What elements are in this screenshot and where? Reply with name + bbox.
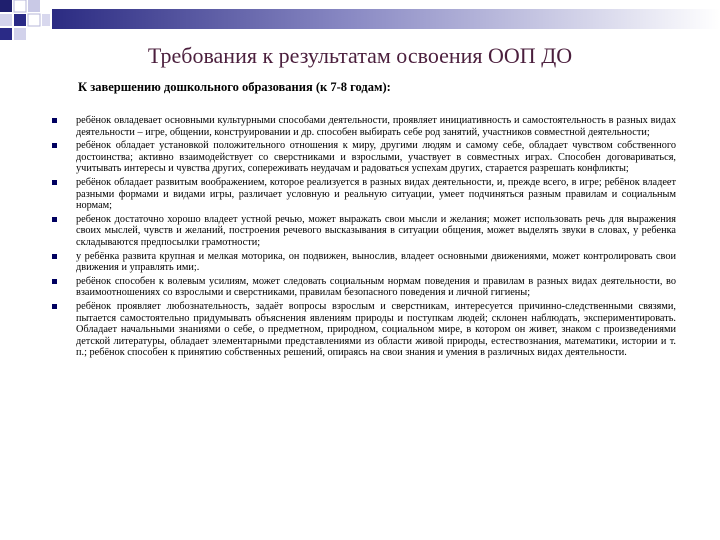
list-item-text: ребёнок проявляет любознательность, задаёт вопросы взрослым и сверстникам, интересуется причинно-следственными связями, пытается самостоятельно придумывать объяснения явлениям природы и поступкам людей; склонен наблюдать, экспериментировать. Обладает начальными знаниями о себе, о предметном, природном, социальном мире, в котором он живет, знаком с произведениями детской литературы, обладает элементарными представлениями из области живой природы, естествознания, математики, истории и т. п.; ребёнок способен к принятию собственных решений, опираясь на свои знания и умения в различных видах деятельности. [76,300,676,359]
list-item [0,140,720,175]
square-bullet-icon [52,254,57,259]
slide-title: Требования к результатам освоения ООП ДО [147,43,573,68]
list-item [0,115,720,138]
list-item [0,177,720,212]
square-bullet-icon [52,279,57,284]
list-item-text: у ребёнка развита крупная и мелкая моторика, он подвижен, вынослив, владеет основными движениями, может контролировать свои движения и управлять ими;. [76,250,676,274]
list-item-text: ребёнок обладает установкой положительного отношения к миру, другими людям и самому себе, обладает чувством собственного достоинства; активно взаимодействует со сверстниками и взрослыми, участвует в совместных играх. Способен договариваться, учитывать интересы и чувства других, сопереживать неудачам и радоваться успехам других, старается разрешать конфликты; [76,140,676,175]
square-bullet-icon [52,180,57,185]
list-item [0,251,720,274]
slide-subtitle: К завершению дошкольного образования (к 7-8 годам): [78,80,391,94]
list-item-text: ребёнок овладевает основными культурными способами деятельности, проявляет инициативность и самостоятельность в разных видах деятельности – игре, общении, конструировании и др. способен выбирать себе род занятий, участников совместной деятельности; [76,115,676,138]
square-bullet-icon [52,304,57,309]
list-item-text: ребенок достаточно хорошо владеет устной речью, может выражать свои мысли и желания; может использовать речь для выражения своих мыслей, чувств и желаний, построения речевого высказывания в ситуации общения, может выделять звуки в словах, у ребенка складываются предпосылки грамотности; [76,213,676,248]
list-item-text: ребёнок способен к волевым усилиям, может следовать социальным нормам поведения и правилам в разных видах деятельности, во взаимоотношениях со взрослыми и сверстниками, правилам безопасного поведения и личной гигиены; [76,275,676,299]
list-item [0,214,720,249]
list-item [0,301,720,359]
square-bullet-icon [52,217,57,222]
requirements-list [0,115,720,361]
list-item-text: ребёнок обладает развитым воображением, которое реализуется в разных видах деятельности, и, прежде всего, в игре; ребёнок владеет разными формами и видами игры, различает условную и реальную ситуации, умеет подчиняться разным правилам и социальным нормам; [76,176,676,212]
square-bullet-icon [52,118,57,123]
header-decoration [0,0,720,40]
list-item [0,276,720,299]
square-bullet-icon [52,143,57,148]
